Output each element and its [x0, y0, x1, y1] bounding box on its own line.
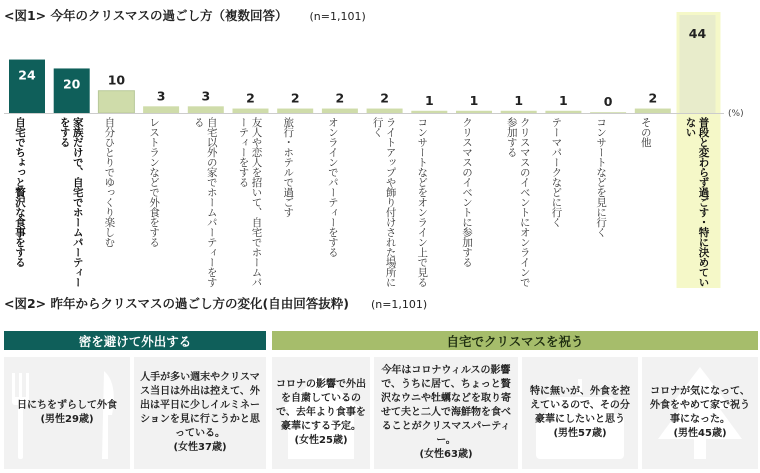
bar-3: [98, 91, 134, 113]
bar-15: [635, 109, 671, 113]
value-label-10: 1: [424, 92, 434, 108]
bar-7: [277, 109, 313, 113]
comment-text: コロナの影響で外出を自粛しているので、去年より食事を豪華にする予定。: [276, 379, 366, 432]
value-label-4: 3: [156, 88, 166, 104]
comment-author: (女性25歳): [294, 435, 348, 446]
comment-text: 人手が多い週末やクリスマス当日は外出は控えて、外出は平日に少しイルミネーションを見に行こうかと思っている。: [140, 372, 260, 439]
comment-card-5: [522, 357, 638, 469]
band-celebrate-home: 自宅でクリスマスを祝う: [272, 331, 758, 350]
bar-11: [456, 111, 492, 113]
band-go-out: 密を避けて外出する: [4, 331, 266, 350]
value-label-13: 1: [559, 92, 568, 108]
figure1-n: (n=1,101): [309, 10, 366, 23]
comment-text: コロナが気になって、外食をやめて家で祝う事になった。: [650, 386, 750, 425]
figure2-n: (n=1,101): [370, 298, 428, 311]
unit-label: (%): [728, 109, 744, 119]
value-label-9: 2: [380, 90, 389, 106]
category-label-13: テーマパークなどに行く: [550, 117, 563, 227]
category-label-3: 自分ひとりでゆっくり楽しむ: [103, 117, 116, 247]
figure2-title-text: <図2> 昨年からクリスマスの過ごし方の変化(自由回答抜粋): [4, 296, 349, 311]
value-label-16: 44: [688, 26, 707, 41]
comment-author: (女性63歳): [419, 449, 473, 460]
comment-card-4: [374, 357, 518, 469]
comment-card-6: [642, 357, 758, 469]
category-label-4: レストランなどで外食をする: [148, 117, 161, 247]
bar-14: [590, 112, 626, 113]
category-label-6: 友人や恋人を招いて、自宅でホームパーティーをする: [237, 117, 263, 287]
comment-card-2: [134, 357, 266, 469]
category-label-7: 旅行・ホテルで過ごす: [282, 117, 295, 217]
category-label-8: オンラインでパーティーをする: [326, 117, 339, 257]
value-label-6: 2: [246, 90, 255, 106]
bar-12: [501, 111, 537, 113]
category-label-1: 自宅でちょっと贅沢な食事をする: [14, 117, 26, 267]
comment-text: 日にちをずらして外食: [17, 400, 117, 411]
bar-9: [367, 109, 403, 113]
comment-card-3: [272, 357, 370, 469]
bar-13: [545, 111, 581, 113]
bar-8: [322, 109, 358, 113]
value-label-15: 2: [648, 90, 658, 106]
comment-text: 特に無いが、外食を控えているので、その分豪華にしたいと思う: [530, 386, 630, 425]
figure1-title-text: <図1> 今年のクリスマスの過ごし方（複数回答）: [4, 8, 288, 23]
value-label-3: 10: [107, 72, 126, 88]
comment-author: (女性37歳): [173, 442, 227, 453]
category-label-15: その他: [639, 117, 652, 147]
comment-author: (男性45歳): [673, 428, 727, 439]
figure2-title: [4, 294, 427, 312]
value-label-1: 24: [18, 67, 36, 83]
value-label-2: 20: [62, 76, 81, 92]
category-label-14: コンサートなどを見に行く: [595, 117, 608, 237]
category-label-10: コンサートなどをオンライン上で見る: [416, 117, 429, 287]
category-label-2: 家族だけで、自宅でホームパーティーをする: [58, 117, 84, 287]
category-label-11: クリスマスのイベントに参加する: [461, 117, 473, 267]
value-label-5: 3: [201, 88, 211, 104]
bar-4: [143, 106, 179, 113]
value-label-8: 2: [335, 90, 345, 106]
bar-10: [411, 111, 447, 113]
comment-text: 今年はコロナウィルスの影響で、うちに居て、ちょっと贅沢なウニや牡蠣などを取り寄せて夫と二人で海鮮物を食べることがクリスマスパーティー。: [381, 365, 511, 446]
value-label-12: 1: [514, 92, 524, 108]
value-label-7: 2: [290, 90, 300, 106]
category-label-12: クリスマスのイベントにオンラインで参加する: [505, 117, 531, 287]
comment-card-1: [4, 357, 130, 469]
bar-5: [188, 106, 224, 113]
comment-author: (男性57歳): [553, 428, 607, 439]
category-label-16: 普段と変わらず過ごす・特に決めていない: [684, 117, 710, 287]
value-label-11: 1: [469, 92, 479, 108]
comment-author: (男性29歳): [40, 414, 94, 425]
category-label-9: ライトアップや飾り付けされた場所に行く: [371, 117, 397, 287]
category-label-5: 自宅以外の家でホームパーティーをする: [192, 117, 218, 287]
bar-6: [233, 109, 269, 113]
value-label-14: 0: [603, 94, 613, 110]
